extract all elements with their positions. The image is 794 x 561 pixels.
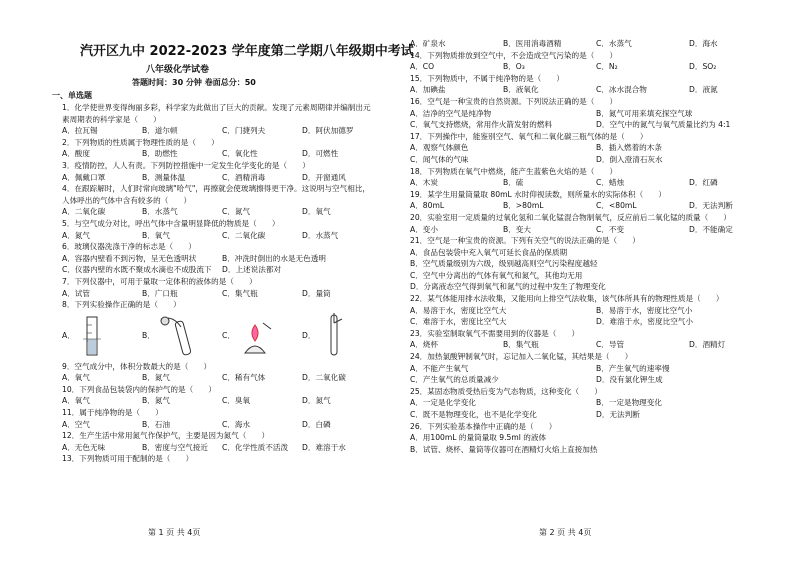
answer-option[interactable]: B．道尔顿 [142, 126, 178, 136]
question-stem: 3．疫情防控，人人有责。下列防控措施中一定发生化学变化的是（ ） [62, 160, 310, 170]
option-row [410, 397, 782, 409]
answer-option[interactable]: C．不变 [596, 224, 625, 234]
exam-subtitle: 八年级化学试卷 [146, 65, 210, 75]
answer-option[interactable]: A．空气 [62, 419, 90, 429]
question-stem: 14．下列物质排放到空气中，不会造成空气污染的是（ ） [410, 50, 618, 60]
question-stem: 8．下列实验操作正确的是（ ） [62, 300, 181, 310]
right-question-list [410, 38, 782, 455]
option-row [62, 395, 382, 407]
answer-option[interactable]: B．测量体温 [142, 172, 186, 182]
option-row [410, 339, 782, 351]
question-item [62, 407, 382, 430]
answer-option[interactable]: D．无法判断 [596, 410, 640, 419]
question-item [410, 293, 782, 316]
answer-option[interactable]: C．氧气支持燃烧，常用作火箭发射的燃料 [410, 120, 552, 130]
question-item [410, 374, 782, 386]
answer-option[interactable]: A．佩戴口罩 [62, 172, 106, 182]
answer-option[interactable]: C．门捷列夫 [222, 126, 266, 136]
answer-option[interactable]: C．仪器内壁的水既不聚成水滴也不成股流下 [62, 265, 212, 275]
answer-option[interactable]: C．导管 [596, 340, 625, 350]
answer-option[interactable]: C．稀有气体 [222, 373, 266, 383]
answer-option[interactable]: D．不能确定 [689, 224, 733, 234]
question-item [410, 444, 782, 456]
option-row [62, 264, 382, 276]
answer-option[interactable]: C．臭氧 [222, 396, 251, 406]
option-row [410, 409, 782, 421]
answer-option[interactable]: D．水蒸气 [302, 230, 339, 240]
answer-option[interactable]: D．SO₂ [689, 62, 717, 72]
question-item [410, 131, 782, 154]
answer-option[interactable]: C．闻气体的气味 [410, 154, 469, 164]
question-stem: 26．下列实验基本操作中正确的是（ ） [410, 421, 557, 431]
answer-option[interactable]: A．酸度 [62, 149, 90, 159]
option-row [410, 142, 782, 154]
answer-option[interactable]: B．易溶于水，密度比空气小 [596, 305, 693, 315]
option-row [62, 442, 382, 454]
question-item [410, 386, 782, 409]
answer-option[interactable]: B．氧气 [142, 230, 170, 240]
answer-option[interactable]: A．氧气 [62, 396, 90, 406]
question-item [410, 154, 782, 166]
question-item [62, 218, 382, 241]
answer-option[interactable]: D．氧气 [302, 207, 331, 217]
answer-option[interactable]: C．产生氧气的总质量减少 [410, 375, 499, 385]
question-item [410, 119, 782, 131]
answer-option[interactable]: D．开窗通风 [302, 172, 346, 182]
option-row [410, 224, 782, 236]
question-stem: B．试管、烧杯、量筒等仪器可在酒精灯火焰上直接加热 [410, 444, 598, 454]
option-row [62, 125, 382, 137]
question-stem-continued: 人体呼出的气体中含有较多的（ ） [62, 195, 192, 205]
answer-option[interactable]: A．容器内壁看不到污物，呈无色透明状 [62, 253, 197, 263]
question-stem: 21．空气是一种宝贵的资源。下列有关空气的说法正确的是（ ） [410, 236, 640, 246]
answer-option[interactable]: D．空气中的氮气与氧气质量比约为 4:1 [596, 120, 731, 130]
answer-option[interactable]: A．观察气体颜色 [410, 143, 469, 153]
answer-option[interactable]: B．产生氧气的速率慢 [596, 363, 670, 373]
answer-option[interactable]: B．氮气可用来填充探空气球 [596, 108, 693, 118]
answer-option[interactable]: B．助燃性 [142, 149, 178, 159]
option-row [410, 61, 782, 73]
answer-option[interactable]: A．加碘盐 [410, 85, 446, 95]
footer-left: 第 1 页 共 4页 [148, 528, 201, 537]
option-row [62, 148, 382, 160]
question-stem: 11．属于纯净物的是（ ） [62, 408, 163, 418]
answer-option[interactable]: B．硫 [503, 178, 524, 188]
answer-option[interactable]: A．烧杯 [410, 340, 438, 350]
answer-option[interactable]: C．氧化性 [222, 149, 258, 159]
answer-option[interactable]: D．难溶于水 [302, 442, 346, 452]
answer-option[interactable]: C．冰水混合物 [596, 85, 647, 95]
answer-option[interactable]: B．集气瓶 [503, 340, 539, 350]
question-item [410, 281, 782, 293]
answer-option[interactable]: D．氮气 [302, 396, 331, 406]
question-stem: 16．空气是一种宝贵的自然资源。下列说法正确的是（ ） [410, 96, 618, 106]
question-item [62, 264, 382, 276]
answer-option[interactable]: C．N₂ [596, 62, 618, 72]
answer-option[interactable]: C．<80mL [596, 201, 637, 211]
answer-option[interactable]: D．量筒 [302, 288, 331, 298]
answer-option[interactable]: B．变大 [503, 224, 531, 234]
question-stem: 4．在跟踪解时，人们时常向玻璃"哈气"，再擦就会使玻璃擦得更干净。这说明与空气相比， [62, 184, 370, 194]
question-item [62, 361, 382, 384]
question-item [410, 212, 782, 235]
option-row [410, 363, 782, 375]
answer-option[interactable]: B．水蒸气 [142, 207, 178, 217]
answer-option[interactable]: D．白磷 [302, 419, 331, 429]
question-stem: 24．加热氯酸钾制氧气时，忘记加入二氧化锰，其结果是（ ） [410, 352, 633, 362]
question-stem: 6．玻璃仪器洗涤干净的标志是（ ） [62, 242, 196, 252]
question-item [410, 166, 782, 189]
option-row [62, 230, 382, 242]
answer-option[interactable]: C．既不是物理变化，也不是化学变化 [410, 410, 537, 419]
answer-option[interactable]: C．化学性质不活泼 [222, 442, 289, 452]
question-item [62, 183, 382, 218]
answer-option[interactable]: B．氮气 [142, 373, 170, 383]
option-row [410, 38, 782, 50]
question-stem: A．用100mL 的量筒量取 9.5ml 的液体 [410, 433, 547, 443]
answer-option[interactable]: C．酒精消毒 [222, 172, 266, 182]
question-stem: 12．生产生活中常用氮气作保护气，主要是因为氮气（ ） [62, 431, 270, 441]
question-stem: A．食品包装袋中充入氧气可延长食品的保质期 [410, 247, 568, 257]
question-stem: 1．化学使世界变得绚丽多彩，科学家为此做出了巨大的贡献。发现了元素周期律并编制出元 [62, 103, 371, 112]
answer-option[interactable]: A．二氧化碳 [62, 207, 106, 217]
answer-option[interactable]: B．广口瓶 [142, 288, 178, 298]
option-image-1[interactable] [142, 313, 222, 359]
answer-option[interactable]: D．没有氯化钾生成 [596, 375, 663, 385]
option-row [410, 108, 782, 120]
answer-option[interactable]: A．氧气 [62, 373, 90, 383]
answer-option[interactable]: C．集气瓶 [222, 288, 258, 298]
option-image-row [62, 311, 382, 361]
question-stem: 25．某固态物质受热后变为气态物质，这种变化（ ） [410, 386, 602, 396]
option-label: D． [302, 331, 316, 341]
answer-option[interactable]: D．倒入澄清石灰水 [596, 154, 663, 164]
answer-option[interactable]: A．木炭 [410, 178, 438, 188]
option-label: B． [142, 331, 155, 341]
question-item [410, 235, 782, 247]
answer-option[interactable]: C．水蒸气 [596, 39, 632, 48]
question-stem: 20．实验室用一定质量的过氧化氢和二氧化锰混合物制氧气，反应前后二氧化锰的质量（ ） [410, 212, 732, 222]
question-item [410, 409, 782, 421]
answer-option[interactable]: D．海水 [689, 39, 718, 48]
answer-option[interactable]: B．插入燃着的木条 [596, 143, 662, 153]
question-item [62, 453, 382, 465]
question-stem: 22．某气体能用排水法收集，又能用向上排空气法收集，该气体所具有的物理性质是（ ） [410, 294, 724, 304]
question-stem-continued: 素周期表的科学家是（ ） [62, 114, 161, 124]
question-item [410, 38, 782, 50]
answer-option[interactable]: A．矿泉水 [410, 39, 446, 48]
answer-option[interactable]: B．医用消毒酒精 [503, 39, 562, 48]
option-row [410, 200, 782, 212]
exam-meta: 答题时间：30 分钟 卷面总分：50 [132, 78, 256, 87]
answer-option[interactable]: B．>80mL [503, 201, 544, 211]
answer-option[interactable]: C．海水 [222, 419, 251, 429]
left-question-list [62, 102, 382, 465]
question-stem: 10．下列食品包装袋内的保护气的是（ ） [62, 384, 216, 394]
question-stem: 2．下列物质的性质属于物理性质的是（ ） [62, 137, 219, 147]
question-stem: B．空气质量级别为六级，级别越高则空气污染程度越轻 [410, 259, 598, 269]
option-row [410, 119, 782, 131]
option-row [62, 372, 382, 384]
apparatus-illustration [239, 313, 275, 359]
footer-right: 第 2 页 共 4页 [539, 528, 592, 537]
option-row [62, 172, 382, 184]
question-item [410, 96, 782, 119]
option-row [410, 316, 782, 328]
answer-option[interactable]: B．O₃ [503, 62, 525, 72]
option-label: C． [222, 331, 235, 341]
answer-option[interactable]: A．易溶于水，密度比空气大 [410, 305, 507, 315]
answer-option[interactable]: D．可燃性 [302, 149, 339, 159]
answer-option[interactable]: A．一定是化学变化 [410, 398, 476, 408]
option-row [62, 206, 382, 218]
option-image-0[interactable] [62, 313, 142, 359]
option-row [62, 288, 382, 300]
question-item [410, 270, 782, 282]
answer-option[interactable]: D．难溶于水，密度比空气小 [596, 317, 693, 327]
answer-option[interactable]: D．无法判断 [689, 201, 733, 211]
right-page [397, 0, 794, 561]
question-stem: C．空气中分离出的气体有氧气和氮气，其他均无用 [410, 270, 583, 280]
answer-option[interactable]: A．氮气 [62, 230, 90, 240]
question-stem: 19．某学生用量筒量取 80mL 水时仰视读数，则所量水的实际体积（ ） [410, 189, 666, 199]
answer-option[interactable]: B．冲洗时倒出的水是无色透明 [222, 253, 326, 263]
question-item [62, 384, 382, 407]
answer-option[interactable]: A．CO [410, 62, 435, 72]
question-stem: 18．下列物质在氧气中燃烧，能产生蓝紫色火焰的是（ ） [410, 166, 618, 176]
question-item [410, 421, 782, 433]
question-item [62, 430, 382, 453]
answer-option[interactable]: B．一定是物理变化 [596, 398, 662, 408]
option-image-2[interactable] [222, 313, 302, 359]
answer-option[interactable]: B．石油 [142, 419, 170, 429]
option-row [410, 177, 782, 189]
answer-option[interactable]: D．阿伏加德罗 [302, 126, 354, 136]
answer-option[interactable]: A．洁净的空气是纯净物 [410, 108, 492, 118]
question-item [62, 102, 382, 137]
answer-option[interactable]: A．变小 [410, 224, 438, 234]
answer-option[interactable]: C．难溶于水，密度比空气大 [410, 317, 507, 327]
question-item [62, 241, 382, 264]
option-row [410, 374, 782, 386]
answer-option[interactable]: A．无色无味 [62, 442, 106, 452]
question-stem: 15．下列物质中，不属于纯净物的是（ ） [410, 73, 564, 83]
option-row [410, 84, 782, 96]
question-item [410, 189, 782, 212]
question-item [410, 328, 782, 351]
question-stem: 9．空气成分中，体积分数最大的是（ ） [62, 361, 212, 371]
question-item [410, 258, 782, 270]
option-label: A． [62, 331, 75, 341]
answer-option[interactable]: D．二氧化碳 [302, 373, 346, 383]
answer-option[interactable]: A．拉瓦锡 [62, 126, 98, 136]
apparatus-illustration [319, 313, 355, 359]
question-item [410, 432, 782, 444]
option-row [62, 419, 382, 431]
option-image-3[interactable] [302, 313, 382, 359]
answer-option[interactable]: C．蜡烛 [596, 178, 625, 188]
question-item [62, 276, 382, 299]
question-stem: 5．与空气成分对比，呼出气体中含量明显降低的物质是（ ） [62, 218, 280, 228]
exam-title: 汽开区九中 2022-2023 学年度第二学期八年级期中考试 [80, 44, 414, 59]
question-stem: D．分离液态空气得到氧气和氮气的过程中发生了物理变化 [410, 282, 606, 292]
answer-option[interactable]: D．液氮 [689, 85, 718, 95]
question-item [410, 351, 782, 374]
question-item [410, 316, 782, 328]
question-stem: 7．下列仪器中，可用于量取一定体积的液体的是（ ） [62, 276, 257, 286]
option-row [410, 305, 782, 317]
question-stem: 13．下列物质可用于配制的是（ ） [62, 454, 194, 464]
answer-option[interactable]: A．80mL [410, 201, 445, 211]
answer-option[interactable]: B．氮气 [142, 396, 170, 406]
answer-option[interactable]: A．试管 [62, 288, 90, 298]
answer-option[interactable]: D．酒精灯 [689, 340, 726, 350]
apparatus-illustration [159, 313, 195, 359]
question-item [410, 73, 782, 96]
answer-option[interactable]: B．密度与空气接近 [142, 442, 208, 452]
answer-option[interactable]: A．不能产生氧气 [410, 363, 469, 373]
answer-option[interactable]: C．二氧化碳 [222, 230, 266, 240]
option-row [62, 253, 382, 265]
question-stem: 17．下列操作中，能鉴别空气、氧气和二氧化碳三瓶气体的是（ ） [410, 131, 648, 141]
option-row [410, 154, 782, 166]
answer-option[interactable]: C．氮气 [222, 207, 251, 217]
question-item [62, 160, 382, 183]
answer-option[interactable]: B．液氧化 [503, 85, 539, 95]
question-item [62, 137, 382, 160]
section-heading: 一、单选题 [52, 91, 92, 100]
answer-option[interactable]: D．上述说法都对 [222, 265, 282, 275]
question-stem: 23．实验室制取氧气不需要用到的仪器是（ ） [410, 328, 580, 338]
question-item [410, 50, 782, 73]
question-item [62, 299, 382, 361]
answer-option[interactable]: D．红磷 [689, 178, 718, 188]
question-item [410, 247, 782, 259]
apparatus-illustration [79, 313, 115, 359]
